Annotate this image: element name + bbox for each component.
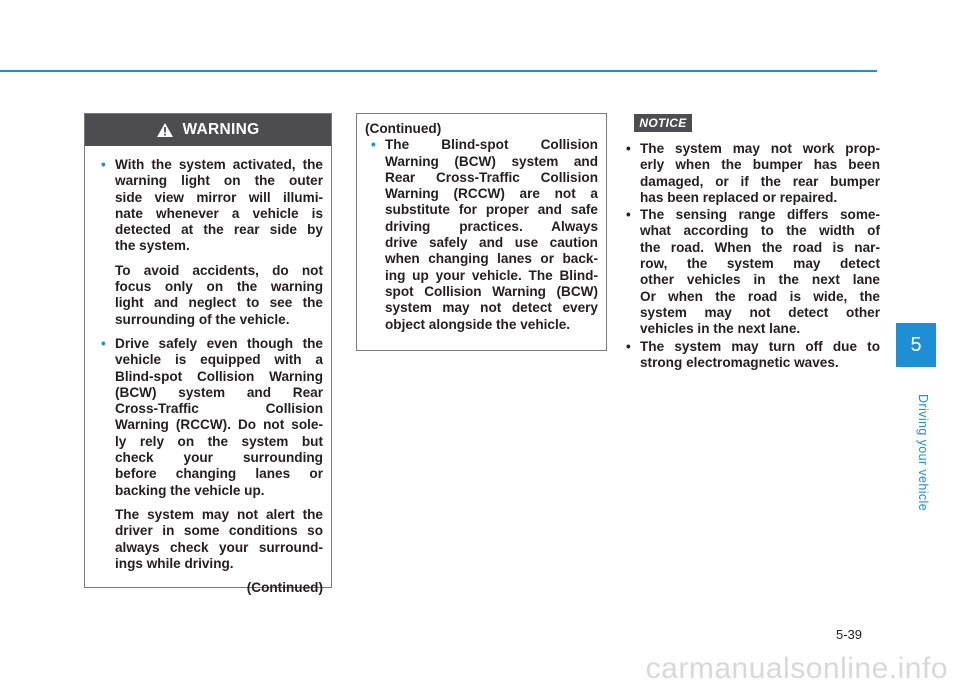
text-line: With the system activated, the bbox=[115, 157, 323, 172]
warning-content bbox=[85, 146, 331, 596]
text-line: object alongside the vehicle. bbox=[385, 316, 571, 332]
warning-bullet-2-followup bbox=[95, 507, 323, 572]
text-line: Or when the road is wide, the bbox=[640, 288, 880, 304]
text-line: check your surrounding bbox=[115, 450, 323, 466]
warning-title: WARNING bbox=[182, 121, 260, 138]
warning-continued: (Continued) bbox=[246, 580, 323, 596]
continued-heading: (Continued) bbox=[365, 121, 442, 136]
top-rule bbox=[0, 70, 877, 72]
text-line: driver in some conditions so bbox=[115, 523, 323, 539]
bullet-icon: • bbox=[626, 207, 631, 223]
warning-bullet-2 bbox=[95, 336, 323, 499]
text-line: Warning (RCCW) are not a bbox=[385, 186, 598, 202]
continued-bullet bbox=[365, 137, 598, 333]
warning-bullet-1-text bbox=[115, 157, 323, 255]
text-line: Drive safely even though the bbox=[115, 335, 323, 351]
text-line: always check your surround- bbox=[115, 539, 323, 555]
text-line: Cross-Traffic Collision bbox=[115, 401, 323, 417]
text-line: substitute for proper and safe bbox=[385, 202, 598, 218]
text-line: nate whenever a vehicle is bbox=[115, 205, 323, 221]
text-line: what according to the width of bbox=[640, 223, 880, 239]
text-line: ing up your vehicle. The Blind- bbox=[385, 267, 598, 283]
notice-item-1-text bbox=[640, 141, 880, 206]
text-line: drive safely and use caution bbox=[385, 235, 598, 251]
page-number: 5-39 bbox=[836, 627, 863, 642]
text-line: Blind-spot Collision Warning bbox=[115, 368, 323, 384]
text-line: The sensing range differs some- bbox=[640, 207, 880, 223]
text-line: backing the vehicle up. bbox=[115, 482, 265, 498]
text-line: has been replaced or repaired. bbox=[640, 189, 838, 205]
text-line: The system may turn off due to bbox=[640, 338, 880, 354]
bullet-icon: • bbox=[101, 335, 106, 351]
watermark: carmanualsonline.info bbox=[0, 648, 960, 689]
text-line: The system may not work prop- bbox=[640, 141, 880, 156]
text-line: Rear Cross-Traffic Collision bbox=[385, 169, 598, 185]
text-line: the road. When the road is nar- bbox=[640, 239, 880, 255]
text-line: before changing lanes or bbox=[115, 466, 323, 482]
text-line: light and neglect to see the bbox=[115, 295, 323, 311]
text-line: warning light on the outer bbox=[115, 173, 323, 189]
text-line: strong electromagnetic waves. bbox=[640, 354, 839, 370]
text-line: surrounding of the vehicle. bbox=[115, 311, 290, 327]
text-line: ly rely on the system but bbox=[115, 433, 323, 449]
text-line: vehicle is equipped with a bbox=[115, 352, 323, 368]
text-line: damaged, or if the rear bumper bbox=[640, 173, 880, 189]
text-line: side view mirror will illumi- bbox=[115, 189, 323, 205]
text-line: driving practices. Always bbox=[385, 218, 598, 234]
text-line: other vehicles in the next lane bbox=[640, 272, 880, 288]
continued-bullet-text bbox=[385, 137, 598, 333]
warning-header bbox=[85, 114, 331, 146]
chapter-number: 5 bbox=[910, 333, 922, 356]
notice-item-2 bbox=[624, 207, 880, 337]
continued-content bbox=[357, 114, 606, 333]
notice-item-3 bbox=[624, 339, 880, 372]
text-line: Warning (BCW) system and bbox=[385, 153, 598, 169]
warning-bullet-1 bbox=[95, 157, 323, 255]
chapter-tab bbox=[896, 323, 936, 367]
text-line: system may not detect other bbox=[640, 304, 880, 320]
text-line: when changing lanes or back- bbox=[385, 251, 598, 267]
text-line: spot Collision Warning (BCW) bbox=[385, 283, 598, 299]
warning-triangle-icon bbox=[156, 122, 174, 138]
notice-item-2-text bbox=[640, 207, 880, 337]
text-line: Warning (RCCW). Do not sole- bbox=[115, 417, 323, 433]
notice-item-1 bbox=[624, 141, 880, 206]
text-line: The Blind-spot Collision bbox=[385, 137, 598, 153]
bullet-icon: • bbox=[626, 141, 631, 156]
notice-list bbox=[624, 141, 880, 372]
notice-badge: NOTICE bbox=[634, 114, 692, 132]
text-line: erly when the bumper has been bbox=[640, 157, 880, 173]
bullet-icon: • bbox=[101, 157, 106, 172]
warning-bullet-1-followup bbox=[95, 263, 323, 328]
text-line: system may not detect every bbox=[385, 300, 598, 316]
bullet-icon: • bbox=[626, 338, 631, 354]
text-line: (BCW) system and Rear bbox=[115, 384, 323, 400]
bullet-icon: • bbox=[371, 137, 376, 153]
text-line: The system may not alert the bbox=[115, 506, 323, 522]
text-line: detected at the rear side by bbox=[115, 222, 323, 238]
notice-item-3-text bbox=[640, 339, 880, 372]
text-line: vehicles in the next lane. bbox=[640, 321, 801, 337]
continued-box bbox=[356, 113, 607, 351]
text-line: the system. bbox=[115, 238, 190, 254]
text-line: focus only on the warning bbox=[115, 279, 323, 295]
chapter-title: Driving your vehicle bbox=[916, 394, 930, 512]
text-line: row, the system may detect bbox=[640, 256, 880, 272]
warning-bullet-2-text bbox=[115, 336, 323, 499]
text-line: ings while driving. bbox=[115, 555, 234, 571]
text-line: To avoid accidents, do not bbox=[115, 262, 323, 278]
warning-box bbox=[84, 113, 332, 596]
